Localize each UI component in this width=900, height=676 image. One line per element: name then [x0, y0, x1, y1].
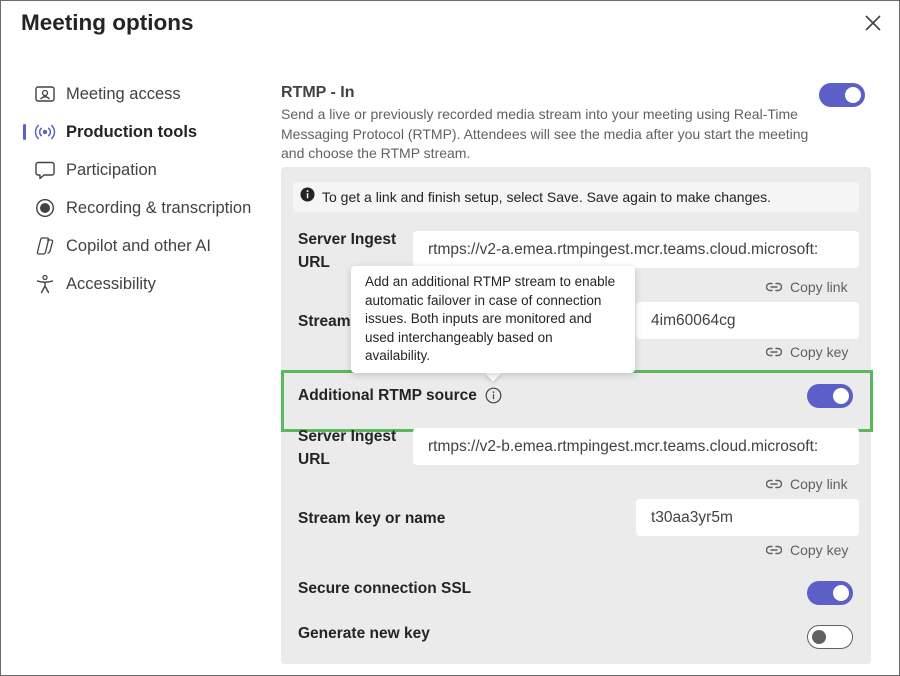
stream-key-field[interactable]: 4im60064cg [636, 302, 859, 339]
new-key-toggle[interactable] [807, 625, 853, 649]
copy-link-label: Copy link [790, 279, 848, 295]
record-icon [34, 197, 56, 219]
server-ingest-url-b-field[interactable]: rtmps://v2-b.emea.rtmpingest.mcr.teams.cloud.microsoft: [413, 428, 859, 465]
nav-item-label: Meeting access [66, 84, 181, 103]
copy-link-button[interactable] [766, 279, 848, 295]
copy-key-label: Copy key [790, 344, 849, 360]
info-bar [293, 182, 859, 212]
copy-link-b-label: Copy link [790, 476, 848, 492]
new-key-label: Generate new key [298, 625, 430, 642]
nav-item-copilot[interactable] [23, 227, 268, 265]
highlight-box [281, 370, 873, 432]
accessibility-icon [34, 273, 56, 295]
nav-item-label: Participation [66, 160, 157, 179]
copy-key-b-label: Copy key [790, 542, 849, 558]
additional-rtmp-tooltip: Add an additional RTMP stream to enable automatic failover in case of connection issues. Both inputs are monitored and used interchangeably based on availability. [351, 266, 635, 373]
copilot-icon [34, 235, 56, 257]
nav-item-recording[interactable] [23, 189, 268, 227]
nav-item-label: Accessibility [66, 274, 156, 293]
stream-key-label: Stream [298, 313, 351, 330]
server-ingest-url-label: Server Ingest URL [298, 231, 397, 271]
close-icon[interactable] [861, 11, 885, 35]
dialog-title: Meeting options [21, 10, 194, 35]
link-icon [766, 479, 782, 489]
nav-item-production-tools[interactable] [23, 113, 268, 151]
stream-key-b-field[interactable]: t30aa3yr5m [636, 499, 859, 536]
nav-item-participation[interactable] [23, 151, 268, 189]
nav-item-accessibility[interactable] [23, 265, 268, 303]
info-text: To get a link and finish setup, select Save. Save again to make changes. [322, 189, 772, 205]
options-nav [23, 75, 268, 303]
copy-link-b-button[interactable] [766, 476, 848, 492]
rtmp-description: Send a live or previously recorded media stream into your meeting using Real-Time Messaging Protocol (RTMP). Attendees will see the media after you start the meeting and choose the RTMP stream. [281, 106, 809, 161]
nav-item-meeting-access[interactable] [23, 75, 268, 113]
additional-rtmp-label: Additional RTMP source [298, 387, 477, 404]
copy-key-b-button[interactable] [766, 542, 848, 558]
nav-item-label: Production tools [66, 122, 198, 141]
id-card-icon [34, 83, 56, 105]
active-indicator [23, 124, 26, 140]
rtmp-title: RTMP - In [281, 84, 355, 101]
link-icon [766, 282, 782, 292]
nav-item-label: Copilot and other AI [66, 236, 211, 255]
server-ingest-url-b-label: Server Ingest URL [298, 428, 397, 468]
link-icon [766, 545, 782, 555]
live-broadcast-icon [34, 121, 56, 143]
ssl-toggle[interactable] [807, 581, 853, 605]
info-icon [300, 187, 315, 207]
link-icon [766, 347, 782, 357]
stream-key-b-label: Stream key or name [298, 510, 446, 527]
rtmp-toggle[interactable] [819, 83, 865, 107]
nav-item-label: Recording & transcription [66, 198, 252, 217]
copy-key-button[interactable] [766, 344, 848, 360]
server-ingest-url-field[interactable]: rtmps://v2-a.emea.rtmpingest.mcr.teams.cloud.microsoft: [413, 231, 859, 268]
chat-bubble-icon [34, 159, 56, 181]
ssl-label: Secure connection SSL [298, 580, 472, 597]
